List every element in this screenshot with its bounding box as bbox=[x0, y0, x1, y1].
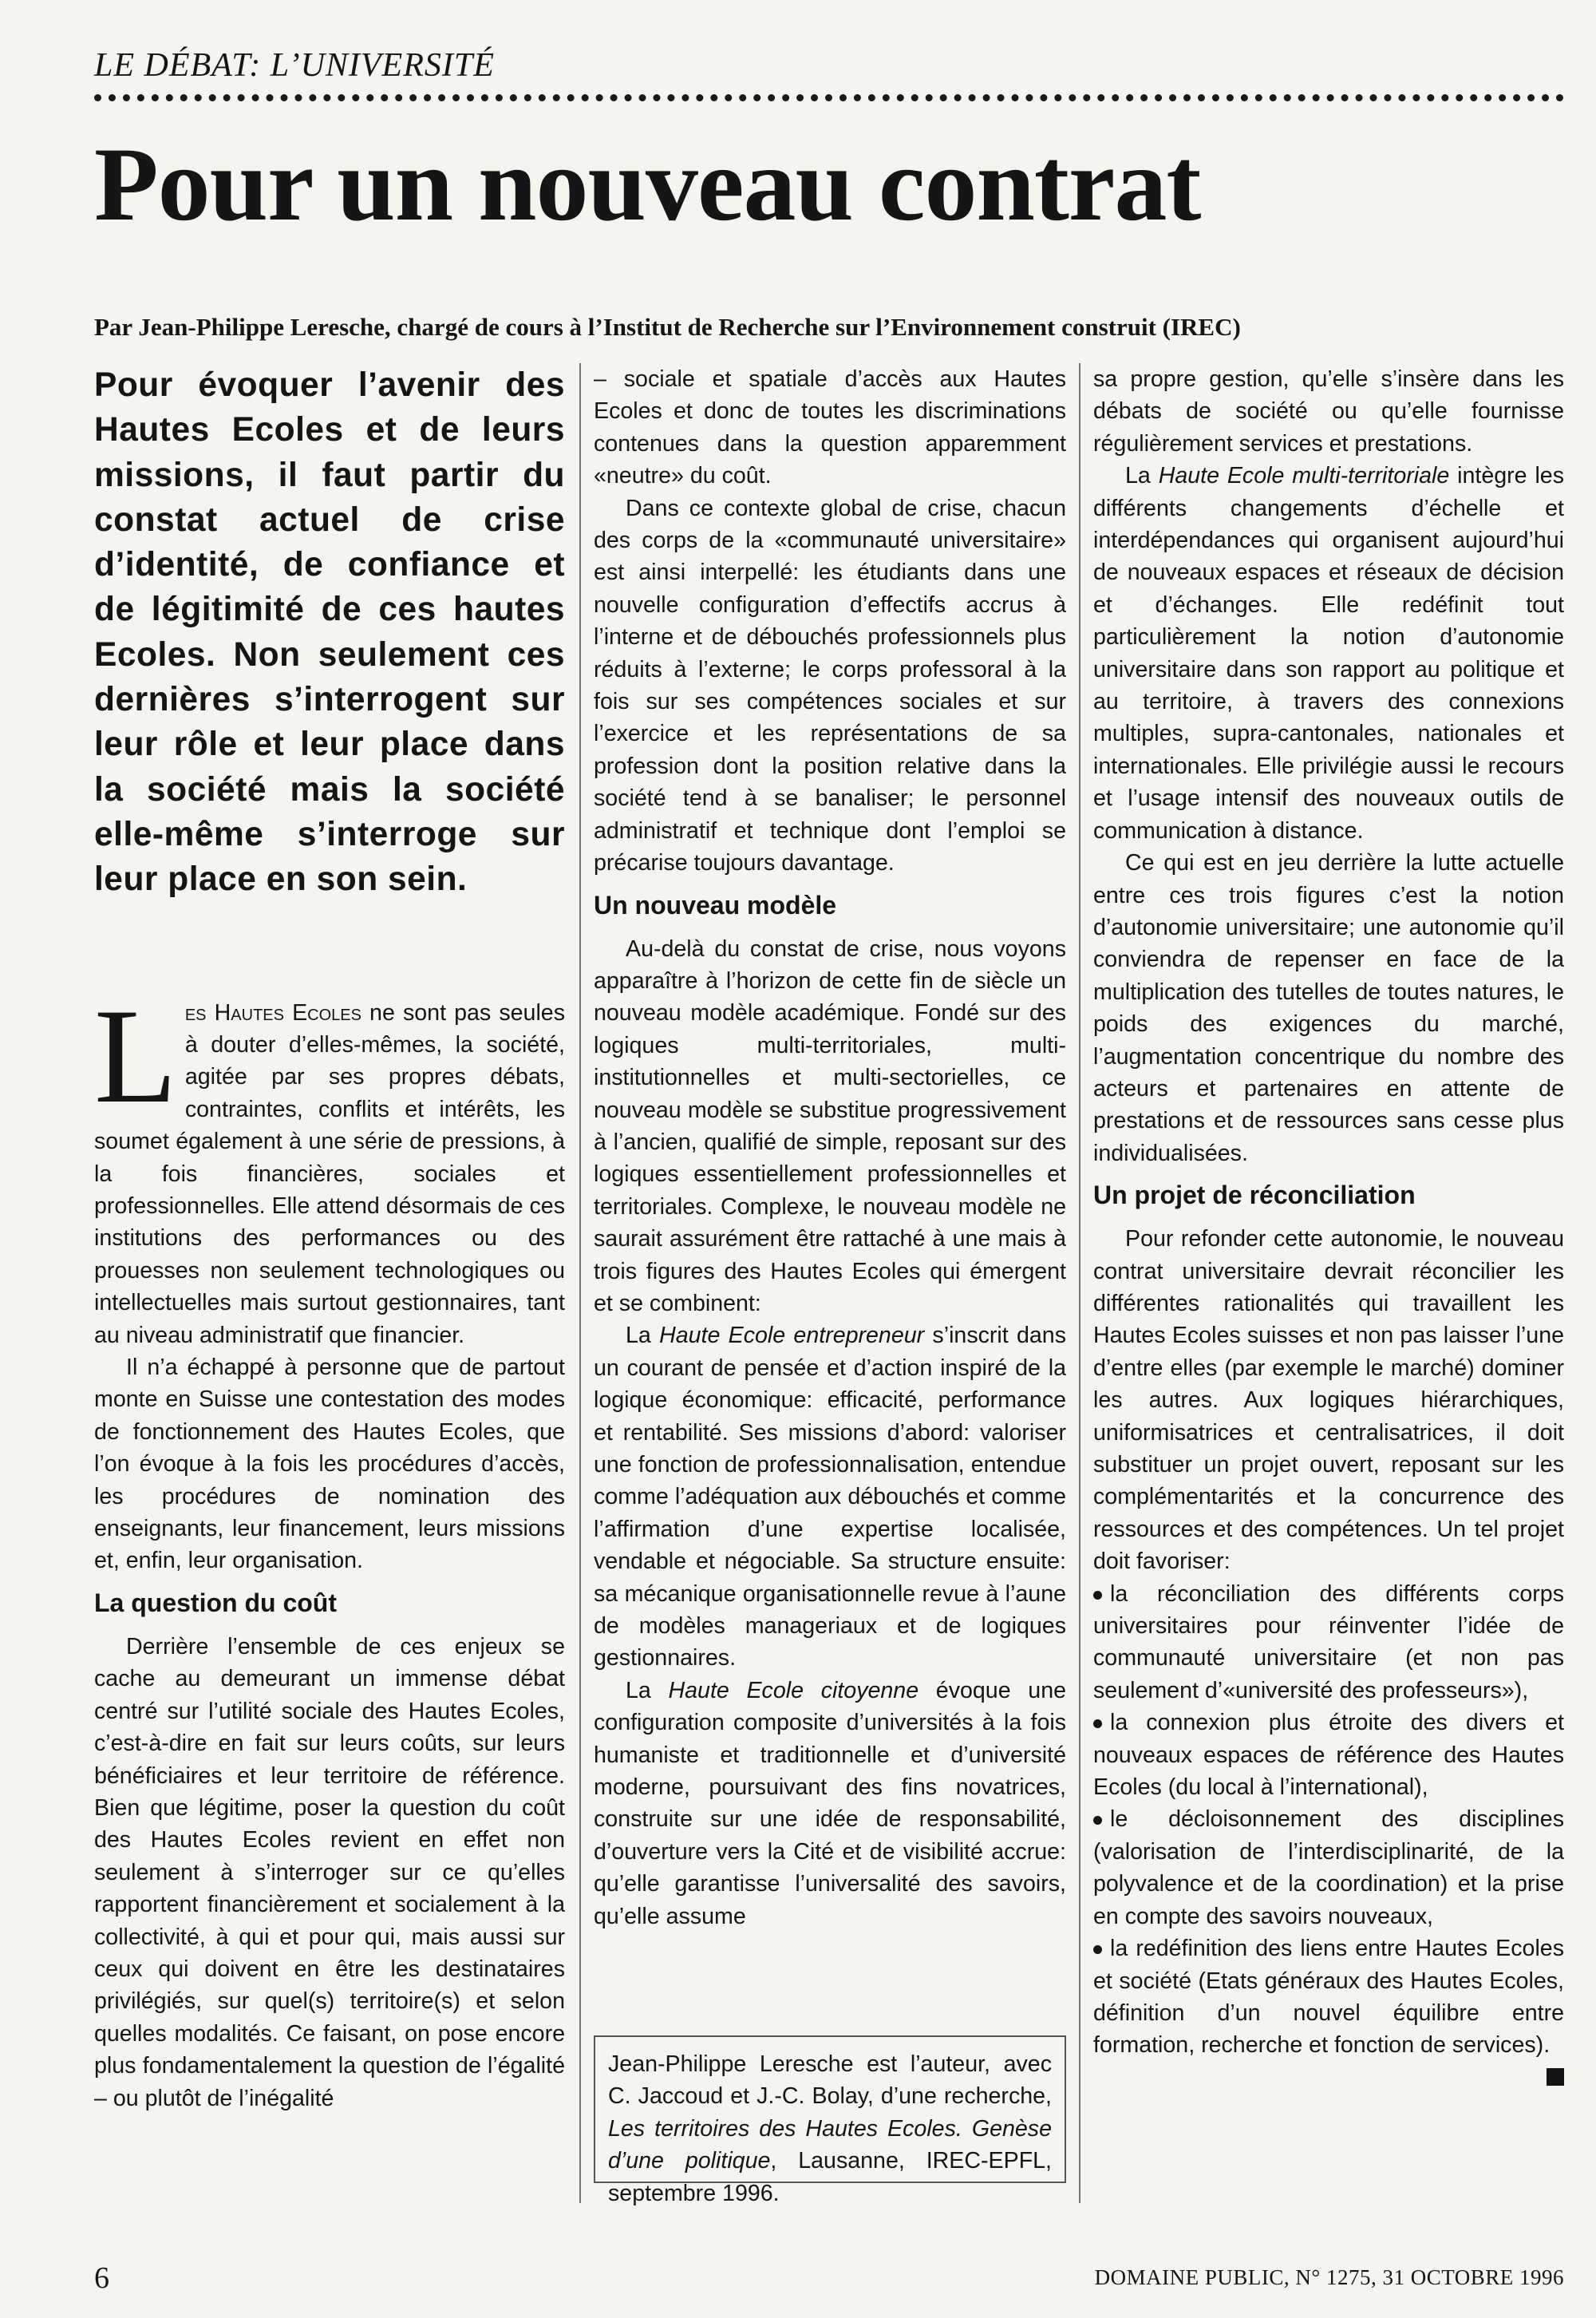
byline: Par Jean-Philippe Leresche, chargé de cours à l’Institut de Recherche sur l’Environnement construit (IREC) bbox=[94, 313, 1241, 341]
column-divider-1 bbox=[579, 363, 581, 2203]
heading-cout: La question du coût bbox=[94, 1588, 337, 1617]
intro-paragraph-2: Il n’a échappé à personne que de partout monte en Suisse une contestation des modes de fonctionnement des Hautes Ecoles, que l’on évoque à la fois les procédures d’accès, les procédures de nomination des enseignants, leur financement, leurs missions et, enfin, leur organisation. bbox=[94, 1355, 565, 1574]
bullet-icon bbox=[1093, 1945, 1102, 1954]
projet-paragraph: Pour refonder cette autonomie, le nouveau contrat universitaire devrait réconcilier les différentes rationalités qui travaillent les Hautes Ecoles suisses et non pas laisser l’une d’entre elles (par exemple le marché) dominer les autres. Aux logiques hiérarchiques, uniformisatrices et centralisatrices, il doit substituer un projet ouvert, reposant sur les complémentarités et la concurrence des ressources et des compétences. Un tel projet doit favoriser: bbox=[1093, 1226, 1564, 1575]
lead-paragraph: Pour évoquer l’avenir des Hautes Ecoles et de leurs missions, il faut partir du constat actuel de crise d’identité, de confiance et de légitimité de ces hautes Ecoles. Non seulement ces dernières s’interrogent sur leur rôle et leur place dans la société mais la société elle-même s’interroge sur leur place en son sein. bbox=[94, 366, 565, 899]
dotted-rule bbox=[94, 94, 1564, 108]
column-1 bbox=[94, 363, 565, 2114]
bullet-item: la réconciliation des différents corps universitaires pour réinventer l’idée de communauté universitaire (et non pas seulement d’«université des professeurs»), bbox=[1093, 1580, 1564, 1703]
bullet-icon bbox=[1093, 1591, 1102, 1600]
entrepreneur-paragraph: La Haute Ecole entrepreneur s’inscrit dans un courant de pensée et d’action inspiré de la logique économique: efficacité, performance et rentabilité. Ses missions d’abord: valoriser une fonction de professionnalisation, entendue comme l’adéquation aux débouchés et comme l’affirmation d’une expertise localisée, vendable et négociable. Sa structure ensuite: sa mécanique organisationnelle revue à l’aune de modèles manageriaux et de logiques gestionnaires. bbox=[594, 1323, 1066, 1671]
bullet-item: le décloisonnement des disciplines (valorisation de l’interdisciplinarité, de la polyvalence et de la coordination) et la prise en compte des savoirs nouveaux, bbox=[1093, 1806, 1564, 1929]
publication-info: DOMAINE PUBLIC, N° 1275, 31 OCTOBRE 1996 bbox=[1094, 2265, 1564, 2289]
bullet-item: la connexion plus étroite des divers et nouveaux espaces de référence des Hautes Ecoles (du local à l’international), bbox=[1093, 1710, 1564, 1801]
column-2 bbox=[594, 363, 1066, 1932]
col3-paragraph-3: Ce qui est en jeu derrière la lutte actuelle entre ces trois figures c’est la notion d’autonomie universitaire; une autonomie qu’il conviendra de repenser en face de la multiplication des tutelles de toutes natures, le poids des exigences du marché, l’augmentation concentrique du nombre des acteurs et partenaires en attente de prestations et de ressources sans cesse plus individualisées. bbox=[1093, 850, 1564, 1166]
article-title: Pour un nouveau contrat bbox=[94, 125, 1201, 243]
col2-paragraph-2: Dans ce contexte global de crise, chacun des corps de la «communauté universitaire» est ainsi interpellé: les étudiants dans une nouvelle configuration d’effectifs accrus à l’interne et de débouchés professionnels plus réduits à l’externe; le corps professoral à la fois sur ses compétences sociales et sur l’exercice et les représentations de sa profession dont la position relative dans la société tend à se banaliser; le personnel administratif et technique dont l’emploi se précarise toujours davantage. bbox=[594, 495, 1066, 876]
column-3 bbox=[1093, 363, 1564, 2086]
cout-paragraph: Derrière l’ensemble de ces enjeux se cache au demeurant un immense débat centré sur l’utilité sociale des Hautes Ecoles, c’est-à-dire en fait sur leurs coûts, sur leurs bénéficiaires et leur territoire de référence. Bien que légitime, poser la question du coût des Hautes Ecoles revient en effet non seulement à s’interroger sur ce qu’elles rapportent financièrement et socialement à la collectivité, à qui et pour qui, mais aussi sur ceux qui doivent en être les destinataires privilégiés, sur quel(s) territoire(s) et selon quelles modalités. Ce faisant, on pose encore plus fondamentalement la question de l’égalité – ou plutôt de l’inégalité bbox=[94, 1633, 565, 2111]
bullet-icon bbox=[1093, 1719, 1102, 1728]
intro-paragraph-1: Les Hautes Ecoles ne sont pas seules à douter d’elles-mêmes, la société, agitée par ses propres débats, contraintes, conflits et intérêts, les soumet également à une série de pressions, à la fois financières, sociales et professionnelles. Elle attend désormais de ces institutions des performances ou des prouesses non seulement technologiques ou intellectuelles mais surtout gestionnaires, tant au niveau administratif que financier. bbox=[94, 980, 565, 1348]
col3-paragraph-1: sa propre gestion, qu’elle s’insère dans les débats de société ou qu’elle fournisse régulièrement services et prestations. bbox=[1093, 366, 1564, 457]
bullet-icon bbox=[1093, 1816, 1102, 1825]
column-divider-2 bbox=[1079, 363, 1080, 2203]
heading-modele: Un nouveau modèle bbox=[594, 890, 837, 920]
section-header: LE DÉBAT: L’UNIVERSITÉ bbox=[94, 47, 495, 84]
heading-projet: Un projet de réconciliation bbox=[1093, 1181, 1416, 1210]
bullet-item: la redéfinition des liens entre Hautes Ecoles et société (Etats généraux des Hautes Ecoles, définition d’un nouvel équilibre entre formation, recherche et fonction de services). bbox=[1093, 1932, 1564, 2062]
col2-paragraph-1: – sociale et spatiale d’accès aux Hautes Ecoles et donc de toutes les discriminations contenues dans la question apparemment «neutre» du coût. bbox=[594, 366, 1066, 489]
page-number: 6 bbox=[94, 2261, 109, 2295]
multi-territoriale-paragraph: La Haute Ecole multi-territoriale intègre les différents changements d’échelle et interdépendances qui organisent aujourd’hui de nouveaux espaces et réseaux de décision et d’échanges. Elle redéfinit tout particulièrement la notion d’autonomie universitaire dans son rapport au politique et au territoire, à travers des connexions multiples, supra-cantonales, nationales et internationales. Elle privilégie aussi le recours et l’usage intensif des nouveaux outils de communication à distance. bbox=[1093, 463, 1565, 844]
column-1-body bbox=[94, 980, 565, 2114]
drop-cap: L bbox=[94, 980, 177, 1131]
end-mark-icon bbox=[1547, 2068, 1564, 2086]
author-note-box: Jean-Philippe Leresche est l’auteur, avec C. Jaccoud et J.-C. Bolay, d’une recherche, Les territoires des Hautes Ecoles. Genèse d’une politique, Lausanne, IREC-EPFL, septembre 1996. bbox=[594, 2035, 1066, 2183]
citoyenne-paragraph: La Haute Ecole citoyenne évoque une configuration composite d’universités à la fois humaniste et traditionnelle et d’université moderne, poursuivant des fins novatrices, construite sur une idée de responsabilité, d’ouverture vers la Cité et de visibilité accrue: qu’elle garantisse l’universalité des savoirs, qu’elle assume bbox=[594, 1677, 1067, 1929]
modele-paragraph: Au-delà du constat de crise, nous voyons apparaître à l’horizon de cette fin de siècle un nouveau modèle académique. Fondé sur des logiques multi-territoriales, multi-institutionnelles et multi-sectorielles, ce nouveau modèle se substitue progressivement à l’ancien, qualifié de simple, reposant sur des logiques essentiellement professionnelles et territoriales. Complexe, le nouveau modèle ne saurait assurément être rattaché à une mais à trois figures des Hautes Ecoles qui émergent et se combinent: bbox=[594, 936, 1066, 1316]
